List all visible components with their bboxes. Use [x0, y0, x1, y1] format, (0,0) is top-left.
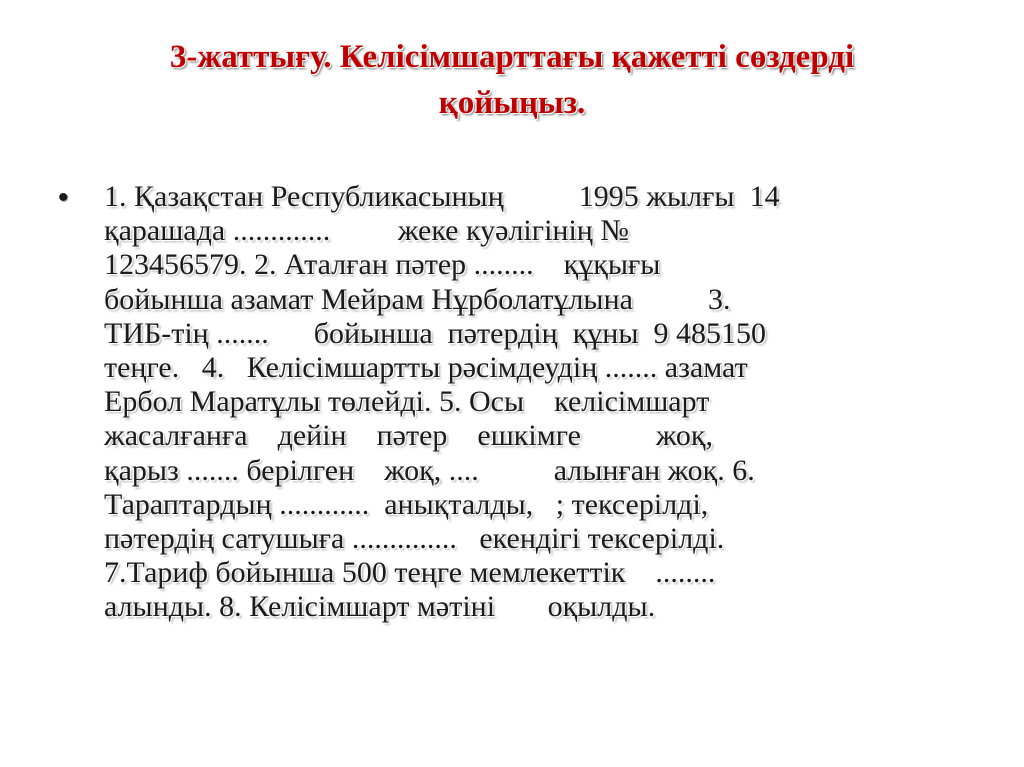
body-line: Тараптардың ............ анықталды, ; тексерілді,: [104, 487, 709, 521]
bullet-text: [104, 180, 972, 625]
body-line: пәтердің сатушыға .............. екендігі тексерілді.: [104, 522, 725, 556]
body-line: қарашада ............. жеке куәлігінің №: [104, 214, 629, 248]
body-line: қарыз ....... берілген жоқ, .... алынған жоқ. 6.: [104, 453, 755, 487]
body-line: 123456579. 2. Аталған пәтер ........ құқығы: [104, 248, 661, 282]
slide-title-line-2: қойыңыз.: [438, 85, 586, 121]
bullet-icon: •: [58, 181, 69, 214]
slide-body: [52, 180, 972, 625]
bullet-item: [52, 180, 972, 625]
body-line: теңге. 4. Келісімшартты рәсімдеудің ....... азамат: [104, 351, 748, 385]
body-line: 7.Тариф бойынша 500 теңге мемлекеттік ........: [104, 556, 716, 590]
body-line: жасалғанға дейін пәтер ешкімге жоқ,: [104, 419, 713, 453]
body-line: бойынша азамат Мейрам Нұрболатұлына 3.: [104, 282, 731, 316]
slide-title: [60, 34, 964, 126]
slide-title-line-1: 3-жаттығу. Келісімшарттағы қажетті сөздерді: [169, 39, 855, 75]
body-line: Ербол Маратұлы төлейді. 5. Осы келісімшарт: [104, 385, 710, 419]
body-line: 1. Қазақстан Республикасының 1995 жылғы 14: [104, 180, 780, 213]
body-line: алынды. 8. Келісімшарт мәтіні оқылды.: [104, 590, 656, 624]
body-line: ТИБ-тің ....... бойынша пәтердің құны 9 485150: [104, 316, 766, 350]
